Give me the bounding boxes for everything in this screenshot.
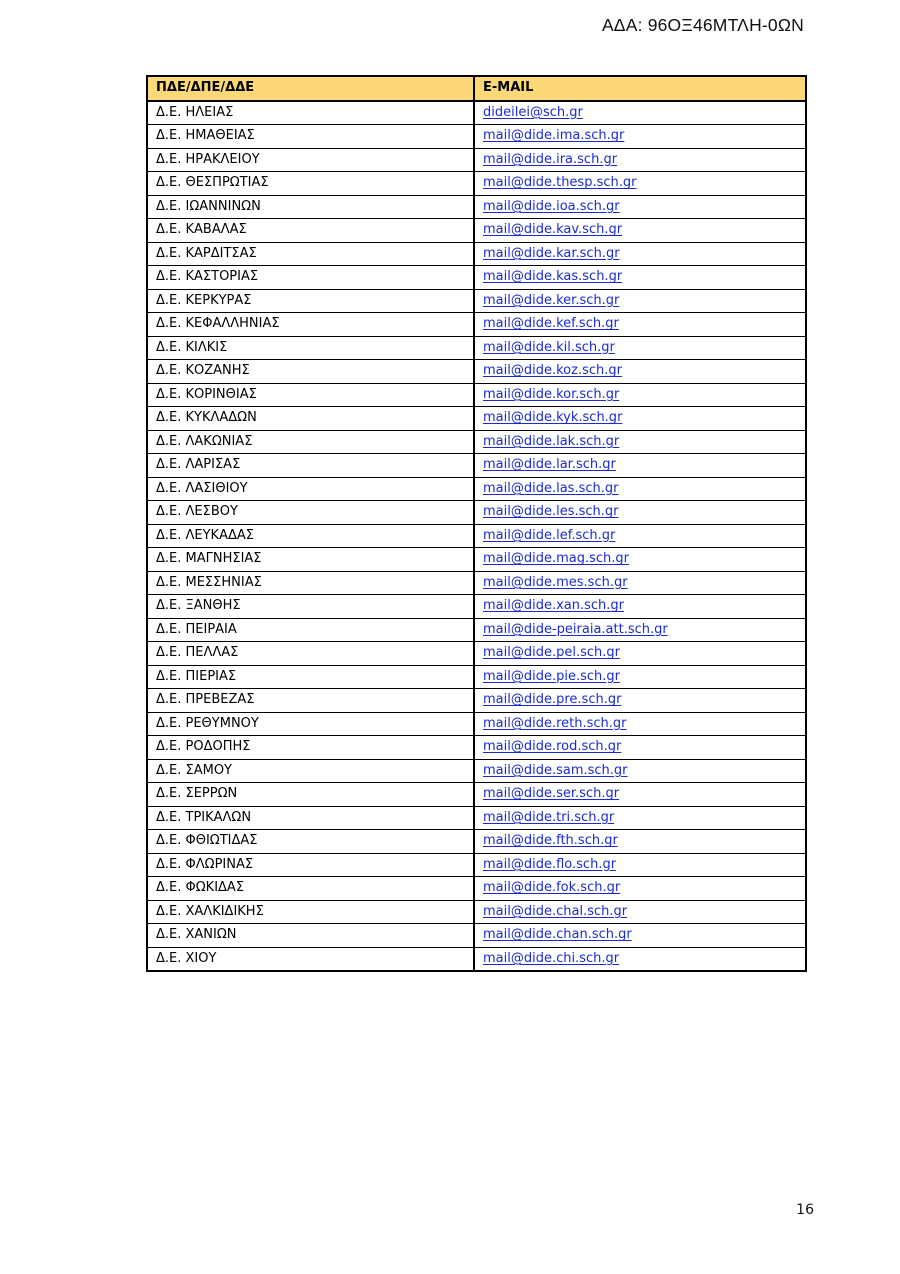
email-cell bbox=[474, 665, 806, 689]
authority-name: Δ.Ε. ΚΙΛΚΙΣ bbox=[147, 336, 474, 360]
email-cell bbox=[474, 266, 806, 290]
email-cell bbox=[474, 548, 806, 572]
email-link[interactable]: mail@dide.kar.sch.gr bbox=[483, 245, 620, 261]
authority-name: Δ.Ε. ΚΑΒΑΛΑΣ bbox=[147, 219, 474, 243]
ada-code: ΑΔΑ: 96ΟΞ46ΜΤΛΗ-0ΩΝ bbox=[601, 15, 804, 35]
authority-name: Δ.Ε. ΛΑΡΙΣΑΣ bbox=[147, 454, 474, 478]
authority-name: Δ.Ε. ΗΡΑΚΛΕΙΟΥ bbox=[147, 148, 474, 172]
table-row bbox=[147, 571, 806, 595]
authority-name: Δ.Ε. ΦΛΩΡΙΝΑΣ bbox=[147, 853, 474, 877]
table-row bbox=[147, 477, 806, 501]
email-link[interactable]: mail@dide.pre.sch.gr bbox=[483, 692, 622, 708]
email-link[interactable]: mail@dide.tri.sch.gr bbox=[483, 809, 615, 825]
table-row bbox=[147, 759, 806, 783]
table-row bbox=[147, 219, 806, 243]
email-link[interactable]: mail@dide.thesp.sch.gr bbox=[483, 175, 637, 191]
authority-name: Δ.Ε. ΚΟΡΙΝΘΙΑΣ bbox=[147, 383, 474, 407]
email-link[interactable]: mail@dide.kas.sch.gr bbox=[483, 269, 623, 285]
email-link[interactable]: mail@dide.pie.sch.gr bbox=[483, 668, 620, 684]
email-cell bbox=[474, 125, 806, 149]
table-row bbox=[147, 642, 806, 666]
authority-name: Δ.Ε. ΧΑΛΚΙΔΙΚΗΣ bbox=[147, 900, 474, 924]
email-link[interactable]: mail@dide.les.sch.gr bbox=[483, 504, 619, 520]
email-cell bbox=[474, 595, 806, 619]
column-header-email: E-MAIL bbox=[474, 76, 806, 101]
email-cell bbox=[474, 360, 806, 384]
table-row bbox=[147, 407, 806, 431]
email-link[interactable]: mail@dide.lak.sch.gr bbox=[483, 433, 620, 449]
email-cell bbox=[474, 947, 806, 971]
table-row bbox=[147, 430, 806, 454]
table-row bbox=[147, 877, 806, 901]
authority-name: Δ.Ε. ΧΙΟΥ bbox=[147, 947, 474, 971]
authority-name: Δ.Ε. ΠΙΕΡΙΑΣ bbox=[147, 665, 474, 689]
email-link[interactable]: mail@dide.ira.sch.gr bbox=[483, 151, 618, 167]
email-cell bbox=[474, 853, 806, 877]
contacts-table bbox=[146, 75, 807, 972]
email-link[interactable]: mail@dide-peiraia.att.sch.gr bbox=[483, 621, 668, 637]
email-cell bbox=[474, 289, 806, 313]
table-row bbox=[147, 900, 806, 924]
email-cell bbox=[474, 407, 806, 431]
email-cell bbox=[474, 689, 806, 713]
email-link[interactable]: mail@dide.chan.sch.gr bbox=[483, 927, 632, 943]
table-row bbox=[147, 172, 806, 196]
email-cell bbox=[474, 712, 806, 736]
authority-name: Δ.Ε. ΘΕΣΠΡΩΤΙΑΣ bbox=[147, 172, 474, 196]
email-link[interactable]: mail@dide.fok.sch.gr bbox=[483, 880, 621, 896]
table-header-row bbox=[147, 76, 806, 101]
authority-name: Δ.Ε. ΗΛΕΙΑΣ bbox=[147, 101, 474, 125]
email-link[interactable]: mail@dide.mag.sch.gr bbox=[483, 551, 630, 567]
authority-name: Δ.Ε. ΜΑΓΝΗΣΙΑΣ bbox=[147, 548, 474, 572]
authority-name: Δ.Ε. ΚΕΦΑΛΛΗΝΙΑΣ bbox=[147, 313, 474, 337]
email-link[interactable]: mail@dide.mes.sch.gr bbox=[483, 574, 628, 590]
table-row bbox=[147, 501, 806, 525]
email-link[interactable]: mail@dide.chal.sch.gr bbox=[483, 903, 628, 919]
table-row bbox=[147, 101, 806, 125]
email-link[interactable]: mail@dide.kil.sch.gr bbox=[483, 339, 615, 355]
email-link[interactable]: mail@dide.ker.sch.gr bbox=[483, 292, 620, 308]
authority-name: Δ.Ε. ΦΩΚΙΔΑΣ bbox=[147, 877, 474, 901]
email-link[interactable]: mail@dide.chi.sch.gr bbox=[483, 950, 620, 966]
email-link[interactable]: dideilei@sch.gr bbox=[483, 104, 583, 120]
authority-name: Δ.Ε. ΚΕΡΚΥΡΑΣ bbox=[147, 289, 474, 313]
email-cell bbox=[474, 830, 806, 854]
email-link[interactable]: mail@dide.reth.sch.gr bbox=[483, 715, 627, 731]
authority-name: Δ.Ε. ΣΑΜΟΥ bbox=[147, 759, 474, 783]
column-header-authority: ΠΔΕ/ΔΠΕ/ΔΔΕ bbox=[147, 76, 474, 101]
email-link[interactable]: mail@dide.rod.sch.gr bbox=[483, 739, 622, 755]
table-row bbox=[147, 736, 806, 760]
table-row bbox=[147, 125, 806, 149]
table-row bbox=[147, 360, 806, 384]
authority-name: Δ.Ε. ΚΑΡΔΙΤΣΑΣ bbox=[147, 242, 474, 266]
email-link[interactable]: mail@dide.ioa.sch.gr bbox=[483, 198, 620, 214]
email-cell bbox=[474, 900, 806, 924]
email-link[interactable]: mail@dide.kav.sch.gr bbox=[483, 222, 623, 238]
email-link[interactable]: mail@dide.pel.sch.gr bbox=[483, 645, 620, 661]
email-cell bbox=[474, 571, 806, 595]
email-link[interactable]: mail@dide.lar.sch.gr bbox=[483, 457, 616, 473]
table-row bbox=[147, 148, 806, 172]
email-cell bbox=[474, 924, 806, 948]
email-cell bbox=[474, 383, 806, 407]
authority-name: Δ.Ε. ΠΕΛΛΑΣ bbox=[147, 642, 474, 666]
email-link[interactable]: mail@dide.kor.sch.gr bbox=[483, 386, 620, 402]
table-row bbox=[147, 266, 806, 290]
email-cell bbox=[474, 736, 806, 760]
authority-name: Δ.Ε. ΛΑΚΩΝΙΑΣ bbox=[147, 430, 474, 454]
email-cell bbox=[474, 501, 806, 525]
email-cell bbox=[474, 524, 806, 548]
email-cell bbox=[474, 430, 806, 454]
authority-name: Δ.Ε. ΞΑΝΘΗΣ bbox=[147, 595, 474, 619]
email-link[interactable]: mail@dide.ima.sch.gr bbox=[483, 128, 625, 144]
email-cell bbox=[474, 172, 806, 196]
authority-name: Δ.Ε. ΧΑΝΙΩΝ bbox=[147, 924, 474, 948]
authority-name: Δ.Ε. ΛΑΣΙΘΙΟΥ bbox=[147, 477, 474, 501]
authority-name: Δ.Ε. ΤΡΙΚΑΛΩΝ bbox=[147, 806, 474, 830]
email-link[interactable]: mail@dide.flo.sch.gr bbox=[483, 856, 617, 872]
email-link[interactable]: mail@dide.kyk.sch.gr bbox=[483, 410, 623, 426]
page-number: 16 bbox=[796, 1202, 814, 1218]
authority-name: Δ.Ε. ΗΜΑΘΕΙΑΣ bbox=[147, 125, 474, 149]
email-cell bbox=[474, 242, 806, 266]
authority-name: Δ.Ε. ΡΟΔΟΠΗΣ bbox=[147, 736, 474, 760]
email-cell bbox=[474, 336, 806, 360]
email-link[interactable]: mail@dide.koz.sch.gr bbox=[483, 363, 622, 379]
table-row bbox=[147, 947, 806, 971]
email-cell bbox=[474, 806, 806, 830]
table-row bbox=[147, 336, 806, 360]
email-cell bbox=[474, 477, 806, 501]
authority-name: Δ.Ε. ΠΕΙΡΑΙΑ bbox=[147, 618, 474, 642]
email-cell bbox=[474, 877, 806, 901]
authority-name: Δ.Ε. ΛΕΥΚΑΔΑΣ bbox=[147, 524, 474, 548]
table-row bbox=[147, 548, 806, 572]
authority-name: Δ.Ε. ΚΑΣΤΟΡΙΑΣ bbox=[147, 266, 474, 290]
email-link[interactable]: mail@dide.sam.sch.gr bbox=[483, 762, 628, 778]
authority-name: Δ.Ε. ΜΕΣΣΗΝΙΑΣ bbox=[147, 571, 474, 595]
authority-name: Δ.Ε. ΚΟΖΑΝΗΣ bbox=[147, 360, 474, 384]
table-row bbox=[147, 313, 806, 337]
table-row bbox=[147, 830, 806, 854]
email-cell bbox=[474, 642, 806, 666]
table-row bbox=[147, 924, 806, 948]
table-row bbox=[147, 289, 806, 313]
authority-name: Δ.Ε. ΛΕΣΒΟΥ bbox=[147, 501, 474, 525]
email-link[interactable]: mail@dide.lef.sch.gr bbox=[483, 527, 616, 543]
table-row bbox=[147, 383, 806, 407]
authority-name: Δ.Ε. ΡΕΘΥΜΝΟΥ bbox=[147, 712, 474, 736]
email-cell bbox=[474, 148, 806, 172]
table-row bbox=[147, 783, 806, 807]
email-cell bbox=[474, 454, 806, 478]
table-row bbox=[147, 689, 806, 713]
authority-name: Δ.Ε. ΠΡΕΒΕΖΑΣ bbox=[147, 689, 474, 713]
authority-name: Δ.Ε. ΦΘΙΩΤΙΔΑΣ bbox=[147, 830, 474, 854]
table-row bbox=[147, 454, 806, 478]
table-row bbox=[147, 242, 806, 266]
email-link[interactable]: mail@dide.xan.sch.gr bbox=[483, 598, 625, 614]
email-link[interactable]: mail@dide.ser.sch.gr bbox=[483, 786, 620, 802]
table-row bbox=[147, 712, 806, 736]
email-cell bbox=[474, 783, 806, 807]
email-link[interactable]: mail@dide.las.sch.gr bbox=[483, 480, 619, 496]
table-row bbox=[147, 524, 806, 548]
table-row bbox=[147, 665, 806, 689]
email-link[interactable]: mail@dide.kef.sch.gr bbox=[483, 316, 619, 332]
email-link[interactable]: mail@dide.fth.sch.gr bbox=[483, 833, 618, 849]
authority-name: Δ.Ε. ΙΩΑΝΝΙΝΩΝ bbox=[147, 195, 474, 219]
table-row bbox=[147, 853, 806, 877]
email-cell bbox=[474, 759, 806, 783]
table-row bbox=[147, 595, 806, 619]
email-cell bbox=[474, 101, 806, 125]
table-row bbox=[147, 806, 806, 830]
authority-name: Δ.Ε. ΚΥΚΛΑΔΩΝ bbox=[147, 407, 474, 431]
email-cell bbox=[474, 313, 806, 337]
email-cell bbox=[474, 195, 806, 219]
authority-name: Δ.Ε. ΣΕΡΡΩΝ bbox=[147, 783, 474, 807]
email-cell bbox=[474, 219, 806, 243]
table-row bbox=[147, 618, 806, 642]
table-row bbox=[147, 195, 806, 219]
email-cell bbox=[474, 618, 806, 642]
